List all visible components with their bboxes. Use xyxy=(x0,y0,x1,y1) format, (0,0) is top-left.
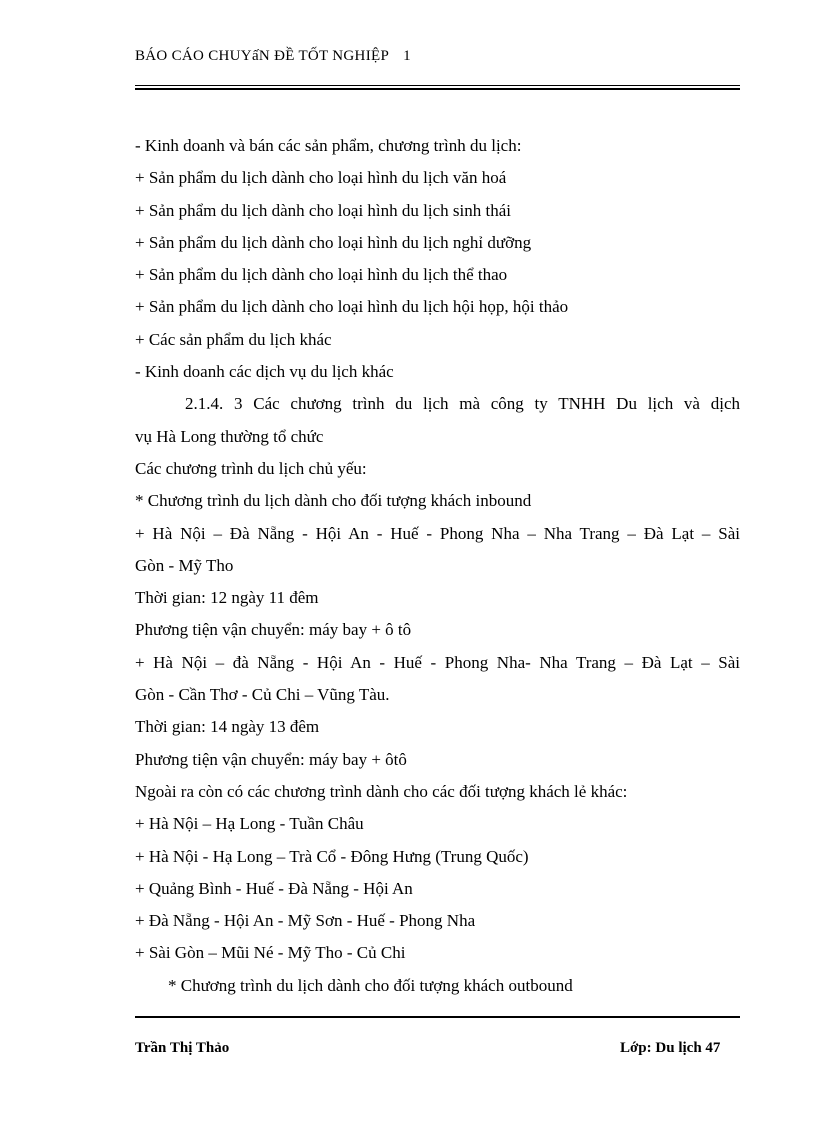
section-heading: 2.1.4. 3 Các chương trình du lịch mà công ty TNHH Du lịch và dịch xyxy=(185,394,740,414)
body-line: Các chương trình du lịch chủ yếu: xyxy=(135,458,367,478)
body-line: * Chương trình du lịch dành cho đối tượng khách inbound xyxy=(135,491,532,511)
body-line: + Hà Nội – Đà Nẵng - Hội An - Huế - Phong Nha – Nha Trang – Đà Lạt – Sài xyxy=(135,523,740,543)
body-line: + Hà Nội – đà Nẵng - Hội An - Huế - Phong Nha- Nha Trang – Đà Lạt – Sài xyxy=(135,652,740,672)
footer-author: Trần Thị Thảo xyxy=(135,1040,230,1056)
section-heading-cont: vụ Hà Long thường tổ chức xyxy=(135,426,324,446)
body-line: + Sản phẩm du lịch dành cho loại hình du lịch sinh thái xyxy=(135,200,511,220)
footer-class: Lớp: Du lịch 47 xyxy=(620,1040,721,1056)
body-line: Phương tiện vận chuyển: máy bay + ô tô xyxy=(135,620,412,640)
header-rule-bottom xyxy=(135,88,740,90)
header-title: BÁO CÁO CHUYấN ĐỀ TỐT NGHIỆP xyxy=(135,48,390,64)
page-number: 1 xyxy=(403,48,411,64)
body-line: + Sản phẩm du lịch dành cho loại hình du lịch nghỉ dưỡng xyxy=(135,232,532,252)
body-line: + Sản phẩm du lịch dành cho loại hình du lịch văn hoá xyxy=(135,168,507,188)
body-line: Gòn - Mỹ Tho xyxy=(135,555,234,575)
body-line: + Sài Gòn – Mũi Né - Mỹ Tho - Củ Chi xyxy=(135,943,406,963)
body-line: Phương tiện vận chuyển: máy bay + ôtô xyxy=(135,749,407,769)
body-line: Gòn - Cần Thơ - Củ Chi – Vũng Tàu. xyxy=(135,685,390,705)
body-line: Thời gian: 12 ngày 11 đêm xyxy=(135,588,319,608)
body-line: + Đà Nẵng - Hội An - Mỹ Sơn - Huế - Phong Nha xyxy=(135,911,476,931)
body-line: + Sản phẩm du lịch dành cho loại hình du lịch thể thao xyxy=(135,265,508,285)
body-line: Ngoài ra còn có các chương trình dành cho các đối tượng khách lẻ khác: xyxy=(135,781,628,801)
body-line: + Sản phẩm du lịch dành cho loại hình du lịch hội họp, hội thảo xyxy=(135,297,569,317)
body-line: + Hà Nội - Hạ Long – Trà Cổ - Đông Hưng (Trung Quốc) xyxy=(135,846,529,866)
body-line: + Quảng Bình - Huế - Đà Nẵng - Hội An xyxy=(135,878,413,898)
header-rule-top xyxy=(135,85,740,86)
footer-rule xyxy=(135,1016,740,1018)
body-line: - Kinh doanh và bán các sản phẩm, chương trình du lịch: xyxy=(135,136,522,155)
page-header xyxy=(135,48,411,65)
document-body xyxy=(135,130,740,1002)
body-line: + Các sản phẩm du lịch khác xyxy=(135,329,332,349)
body-line: Thời gian: 14 ngày 13 đêm xyxy=(135,717,320,737)
body-line: * Chương trình du lịch dành cho đối tượng khách outbound xyxy=(168,975,573,995)
body-line: + Hà Nội – Hạ Long - Tuần Châu xyxy=(135,814,364,834)
body-line: - Kinh doanh các dịch vụ du lịch khác xyxy=(135,362,394,382)
